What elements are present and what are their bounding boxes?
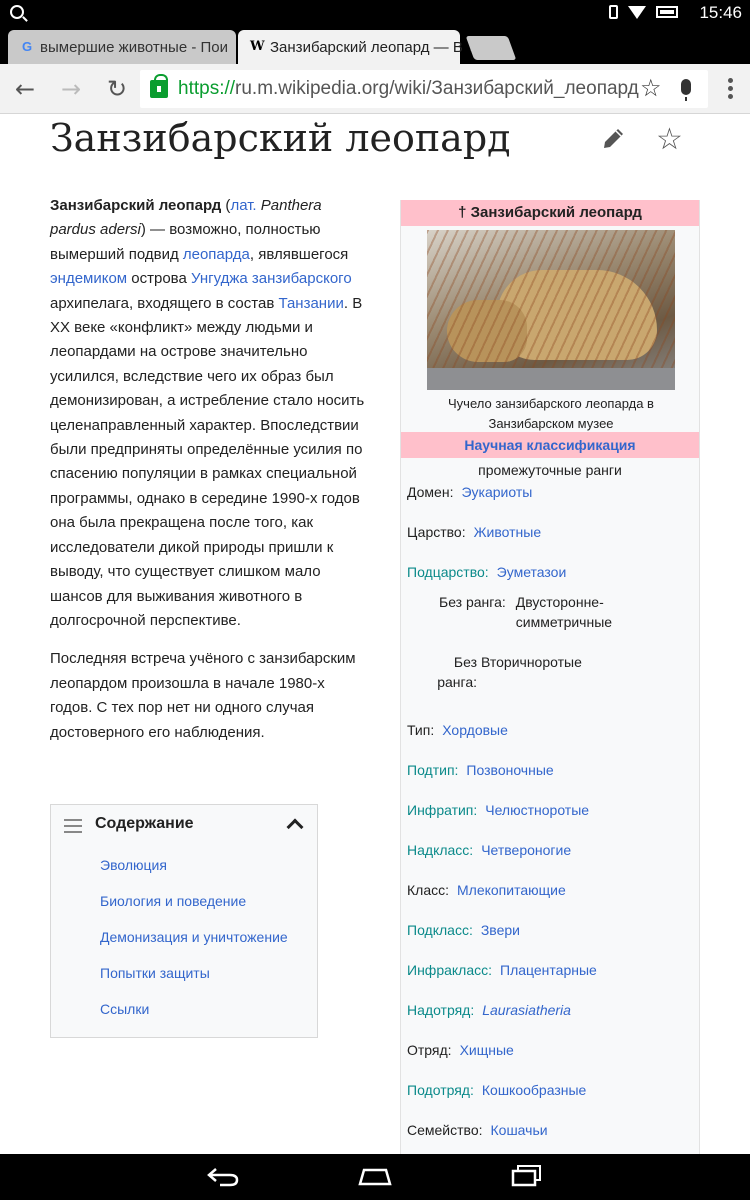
toc-item-biology[interactable]: Биология и поведение bbox=[100, 893, 247, 909]
article-link[interactable]: лат. bbox=[230, 197, 257, 214]
taxonomy-row bbox=[407, 562, 566, 582]
intro-paragraph bbox=[50, 194, 368, 633]
taxonomy-row bbox=[407, 760, 554, 780]
text-run: острова bbox=[127, 270, 191, 288]
wifi-icon bbox=[628, 6, 646, 19]
taxonomy-row bbox=[407, 840, 571, 860]
new-tab-button[interactable] bbox=[466, 36, 517, 60]
chevron-up-icon[interactable] bbox=[287, 819, 304, 836]
text-run: ) — возможно, полностью вымерший подвид bbox=[50, 221, 321, 263]
table-of-contents bbox=[50, 804, 318, 1038]
taxon-link[interactable]: Челюстноротые bbox=[485, 802, 590, 818]
text-run: Panthera pardus adersi bbox=[50, 197, 322, 239]
taxon-link[interactable]: Хищные bbox=[459, 1042, 514, 1058]
tab-wikipedia[interactable] bbox=[238, 30, 463, 64]
rank-label: Домен: bbox=[407, 484, 454, 500]
home-icon[interactable] bbox=[358, 1167, 392, 1187]
rank-label[interactable]: Подтип: bbox=[407, 762, 459, 778]
page-content bbox=[0, 114, 750, 1154]
taxonomy-row bbox=[407, 920, 520, 940]
text-run: . В XX веке «конфликт» между людьми и леопардами на острове значительно усилился, вследствие чего их образ был демонизирован, а истребление стало носить целенаправленный характер. Впоследствии были предприняты определённые усилия по спасению популяции в рамках специальной программы, однако в середине 1990-х годов она была прекращена после того, как исследователи дикой природы пришли к выводу, что существует слишком мало шансов для выживания животного в долгосрочной перспективе. bbox=[50, 294, 365, 629]
rank-label[interactable]: Без ранга: bbox=[437, 654, 477, 690]
rank-label: Тип: bbox=[407, 722, 435, 738]
edit-pencil-icon[interactable] bbox=[600, 126, 626, 152]
android-nav-bar bbox=[0, 1154, 750, 1200]
rank-label: Царство: bbox=[407, 524, 466, 540]
taxon-link[interactable]: Эукариоты bbox=[461, 484, 533, 500]
taxon-link[interactable]: Кошачьи bbox=[490, 1122, 548, 1138]
article-link[interactable]: леопарда bbox=[182, 245, 250, 263]
page-title: Занзибарский леопард bbox=[50, 116, 511, 160]
taxonomy-row bbox=[439, 592, 636, 632]
reload-icon[interactable]: ↻ bbox=[106, 75, 128, 103]
taxonomy-row bbox=[431, 652, 582, 692]
battery-icon bbox=[656, 6, 678, 18]
taxon-link[interactable]: Звери bbox=[480, 922, 520, 938]
toc-item-demonization[interactable]: Демонизация и уничтожение bbox=[100, 929, 288, 945]
rank-label[interactable]: Без ранга: bbox=[439, 594, 506, 610]
text-run: , являвшегося bbox=[249, 245, 349, 263]
taxon-link[interactable]: Плацентарные bbox=[500, 962, 597, 978]
taxonomy-row bbox=[407, 522, 541, 542]
lock-icon bbox=[150, 80, 168, 98]
tab-title: Занзибарский леопард — В bbox=[270, 38, 463, 56]
taxonomy-row bbox=[407, 1120, 548, 1140]
search-icon[interactable] bbox=[10, 5, 24, 19]
tab-search-results[interactable] bbox=[8, 30, 236, 64]
taxonomy-row bbox=[407, 800, 589, 820]
address-bar[interactable] bbox=[140, 70, 708, 108]
rank-label[interactable]: Подкласс: bbox=[407, 922, 473, 938]
back-arrow-icon[interactable]: ← bbox=[14, 75, 36, 103]
taxon-link[interactable]: Кошкообразные bbox=[481, 1082, 587, 1098]
taxon-link[interactable]: Животные bbox=[473, 524, 542, 540]
tab-title: вымершие животные - Пои bbox=[40, 38, 229, 56]
ranks-note: промежуточные ранги bbox=[478, 462, 622, 478]
taxonomy-row bbox=[407, 1080, 586, 1100]
taxonomy-row bbox=[407, 1040, 514, 1060]
status-bar bbox=[0, 0, 750, 26]
microphone-icon[interactable] bbox=[681, 79, 691, 95]
taxon-link[interactable]: Двусторонне-симметричные bbox=[515, 594, 613, 630]
article-link[interactable]: эндемиком bbox=[50, 270, 128, 288]
list-icon bbox=[64, 819, 82, 837]
toc-item-links[interactable]: Ссылки bbox=[100, 1001, 150, 1017]
rank-label: Отряд: bbox=[407, 1042, 452, 1058]
taxonomy-row bbox=[407, 720, 508, 740]
browser-toolbar bbox=[0, 64, 750, 114]
text-run: ( bbox=[221, 197, 231, 214]
rank-label[interactable]: Надотряд: bbox=[407, 1002, 475, 1018]
clock: 15:46 bbox=[699, 3, 742, 22]
url-scheme: https:// bbox=[178, 78, 236, 99]
rank-label[interactable]: Инфратип: bbox=[407, 802, 478, 818]
rank-label: Класс: bbox=[407, 882, 449, 898]
back-icon[interactable] bbox=[206, 1166, 240, 1186]
taxon-link[interactable]: Млекопитающие bbox=[457, 882, 566, 898]
taxon-link[interactable]: Четвероногие bbox=[481, 842, 572, 858]
leopard-photo[interactable] bbox=[427, 230, 675, 390]
taxon-link[interactable]: Вторичноротые bbox=[481, 654, 582, 670]
tab-strip bbox=[0, 26, 750, 64]
google-favicon-icon: G bbox=[21, 39, 33, 54]
taxonomy-row bbox=[407, 482, 532, 502]
taxonomy-row bbox=[407, 880, 566, 900]
article-link[interactable]: занзибарского bbox=[251, 270, 352, 288]
paragraph-last-sighting: Последняя встреча учёного с занзибарским леопардом произошла в начале 1980-х годов. С тех пор нет ни одного случая достоверного его наблюдения. bbox=[50, 650, 356, 741]
watch-star-icon[interactable]: ☆ bbox=[656, 122, 683, 157]
taxon-link[interactable]: Позвоночные bbox=[466, 762, 554, 778]
status-icons bbox=[609, 5, 678, 19]
toc-title: Содержание bbox=[95, 815, 194, 832]
photo-caption: Чучело занзибарского леопарда в Занзибарском музее bbox=[448, 396, 654, 431]
wikipedia-favicon-icon: W bbox=[250, 39, 265, 54]
toc-item-evolution[interactable]: Эволюция bbox=[100, 857, 167, 873]
bookmark-star-icon[interactable]: ☆ bbox=[640, 74, 662, 102]
forward-arrow-icon[interactable]: → bbox=[60, 75, 82, 103]
rank-label[interactable]: Подотряд: bbox=[407, 1082, 474, 1098]
vibrate-icon bbox=[609, 5, 618, 19]
toc-item-protection[interactable]: Попытки защиты bbox=[100, 965, 210, 981]
taxobox bbox=[400, 200, 700, 1160]
taxonomy-row bbox=[407, 1000, 571, 1020]
taxonomy-row bbox=[407, 960, 597, 980]
text-run: Занзибарский леопард bbox=[50, 197, 222, 214]
classification-header[interactable]: Научная классификация bbox=[401, 432, 699, 458]
url-text[interactable] bbox=[178, 78, 639, 100]
article-link[interactable]: Танзании bbox=[278, 294, 344, 312]
taxon-link[interactable]: Эуметазои bbox=[496, 564, 567, 580]
rank-label[interactable]: Надкласс: bbox=[407, 842, 474, 858]
infobox-title: † Занзибарский леопард bbox=[401, 200, 699, 226]
rank-label[interactable]: Подцарство: bbox=[407, 564, 489, 580]
toc-list bbox=[100, 853, 288, 1033]
taxon-link[interactable]: Хордовые bbox=[442, 722, 508, 738]
recent-apps-icon[interactable] bbox=[510, 1164, 544, 1188]
overflow-menu-icon[interactable] bbox=[728, 78, 734, 102]
article-body bbox=[50, 194, 368, 759]
article-link[interactable]: Унгуджа bbox=[190, 270, 248, 288]
url-path: ru.m.wikipedia.org/wiki/Занзибарский_леопард bbox=[235, 78, 639, 99]
rank-label: Семейство: bbox=[407, 1122, 483, 1138]
rank-label[interactable]: Инфракласс: bbox=[407, 962, 493, 978]
text-run: архипелага, входящего в состав bbox=[50, 294, 279, 312]
taxon-link[interactable]: Laurasiatheria bbox=[482, 1002, 571, 1018]
